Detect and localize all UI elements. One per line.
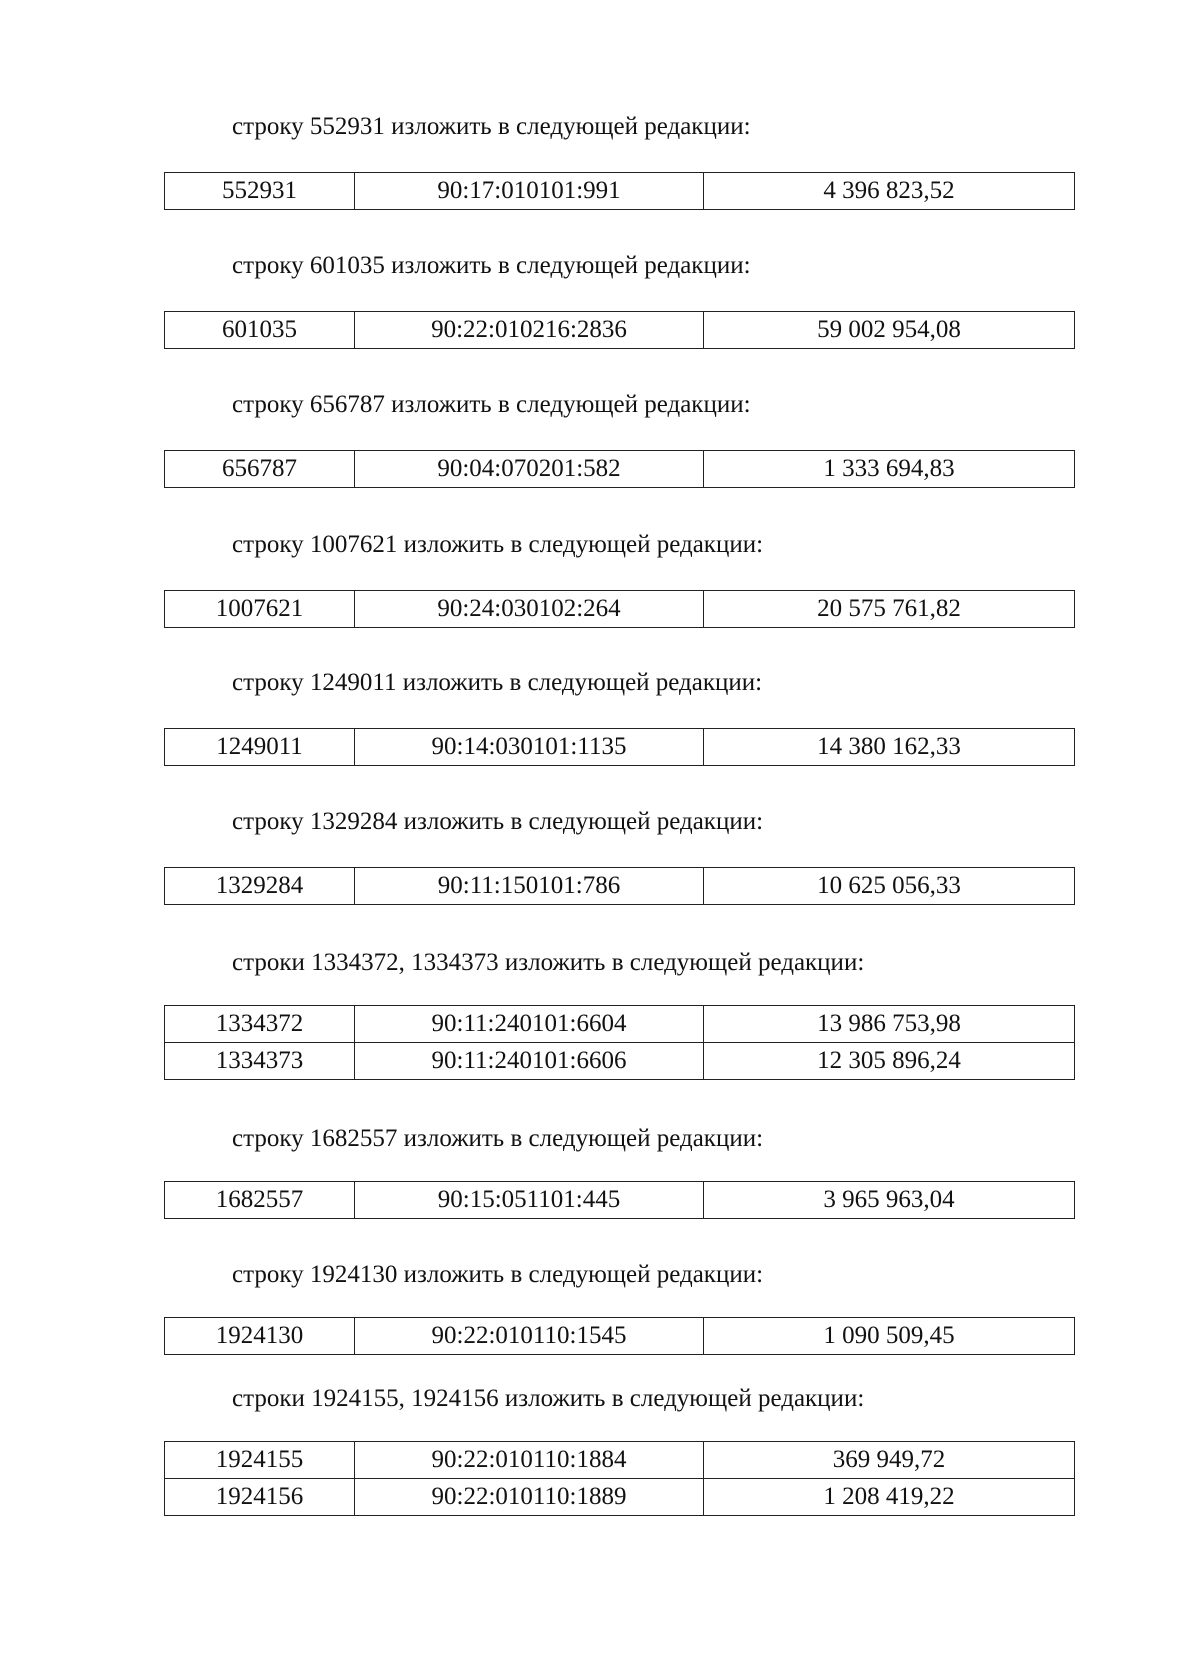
amendment-heading: строку 1924130 изложить в следующей редакции: xyxy=(232,1261,764,1288)
table-row xyxy=(165,451,1075,488)
row-number-cell: 1334373 xyxy=(165,1043,355,1080)
cadastral-number-cell: 90:22:010216:2836 xyxy=(355,312,704,349)
row-number-cell: 552931 xyxy=(165,173,355,210)
value-cell: 1 333 694,83 xyxy=(704,451,1075,488)
amendment-heading: строку 1682557 изложить в следующей редакции: xyxy=(232,1125,764,1152)
cadastral-number-cell: 90:14:030101:1135 xyxy=(355,729,704,766)
amendment-heading: строку 552931 изложить в следующей редакции: xyxy=(232,113,751,140)
value-cell: 13 986 753,98 xyxy=(704,1006,1075,1043)
cadastral-number-cell: 90:24:030102:264 xyxy=(355,591,704,628)
value-cell: 14 380 162,33 xyxy=(704,729,1075,766)
table-row xyxy=(165,173,1075,210)
row-number-cell: 1329284 xyxy=(165,868,355,905)
table-row xyxy=(165,1182,1075,1219)
amendment-table xyxy=(164,590,1075,628)
amendment-table xyxy=(164,1317,1075,1355)
amendment-table xyxy=(164,450,1075,488)
cadastral-number-cell: 90:04:070201:582 xyxy=(355,451,704,488)
value-cell: 10 625 056,33 xyxy=(704,868,1075,905)
amendment-heading: строки 1924155, 1924156 изложить в следующей редакции: xyxy=(232,1385,865,1412)
amendment-section xyxy=(164,390,1074,482)
table-row xyxy=(165,591,1075,628)
amendment-heading: строку 656787 изложить в следующей редакции: xyxy=(232,391,751,418)
cadastral-number-cell: 90:15:051101:445 xyxy=(355,1182,704,1219)
table-row xyxy=(165,312,1075,349)
row-number-cell: 1924130 xyxy=(165,1318,355,1355)
value-cell: 369 949,72 xyxy=(704,1442,1075,1479)
table-row xyxy=(165,1318,1075,1355)
cadastral-number-cell: 90:22:010110:1889 xyxy=(355,1479,704,1516)
amendment-section xyxy=(164,948,1074,1074)
amendment-heading: строки 1334372, 1334373 изложить в следующей редакции: xyxy=(232,949,865,976)
cadastral-number-cell: 90:17:010101:991 xyxy=(355,173,704,210)
amendment-section xyxy=(164,1260,1074,1349)
cadastral-number-cell: 90:11:150101:786 xyxy=(355,868,704,905)
row-number-cell: 656787 xyxy=(165,451,355,488)
amendment-table xyxy=(164,1181,1075,1219)
amendment-section xyxy=(164,112,1074,204)
value-cell: 4 396 823,52 xyxy=(704,173,1075,210)
amendment-table xyxy=(164,867,1075,905)
amendment-section xyxy=(164,668,1074,760)
amendment-heading: строку 601035 изложить в следующей редакции: xyxy=(232,252,751,279)
cadastral-number-cell: 90:22:010110:1884 xyxy=(355,1442,704,1479)
amendment-heading: строку 1007621 изложить в следующей редакции: xyxy=(232,531,764,558)
row-number-cell: 1007621 xyxy=(165,591,355,628)
amendment-section xyxy=(164,251,1074,343)
value-cell: 12 305 896,24 xyxy=(704,1043,1075,1080)
value-cell: 20 575 761,82 xyxy=(704,591,1075,628)
amendment-table xyxy=(164,728,1075,766)
amendment-table xyxy=(164,1005,1075,1080)
amendment-heading: строку 1329284 изложить в следующей редакции: xyxy=(232,808,764,835)
amendment-heading: строку 1249011 изложить в следующей редакции: xyxy=(232,669,763,696)
cadastral-number-cell: 90:22:010110:1545 xyxy=(355,1318,704,1355)
row-number-cell: 1924155 xyxy=(165,1442,355,1479)
table-row xyxy=(165,1442,1075,1479)
value-cell: 3 965 963,04 xyxy=(704,1182,1075,1219)
value-cell: 1 208 419,22 xyxy=(704,1479,1075,1516)
value-cell: 59 002 954,08 xyxy=(704,312,1075,349)
cadastral-number-cell: 90:11:240101:6606 xyxy=(355,1043,704,1080)
amendment-table xyxy=(164,172,1075,210)
amendment-section xyxy=(164,807,1074,899)
table-row xyxy=(165,1006,1075,1043)
row-number-cell: 601035 xyxy=(165,312,355,349)
row-number-cell: 1682557 xyxy=(165,1182,355,1219)
cadastral-number-cell: 90:11:240101:6604 xyxy=(355,1006,704,1043)
row-number-cell: 1249011 xyxy=(165,729,355,766)
amendment-section xyxy=(164,1124,1074,1213)
row-number-cell: 1924156 xyxy=(165,1479,355,1516)
amendment-section xyxy=(164,1384,1074,1510)
amendment-section xyxy=(164,530,1074,622)
value-cell: 1 090 509,45 xyxy=(704,1318,1075,1355)
table-row xyxy=(165,1043,1075,1080)
amendment-table xyxy=(164,1441,1075,1516)
row-number-cell: 1334372 xyxy=(165,1006,355,1043)
table-row xyxy=(165,868,1075,905)
table-row xyxy=(165,729,1075,766)
amendment-table xyxy=(164,311,1075,349)
table-row xyxy=(165,1479,1075,1516)
